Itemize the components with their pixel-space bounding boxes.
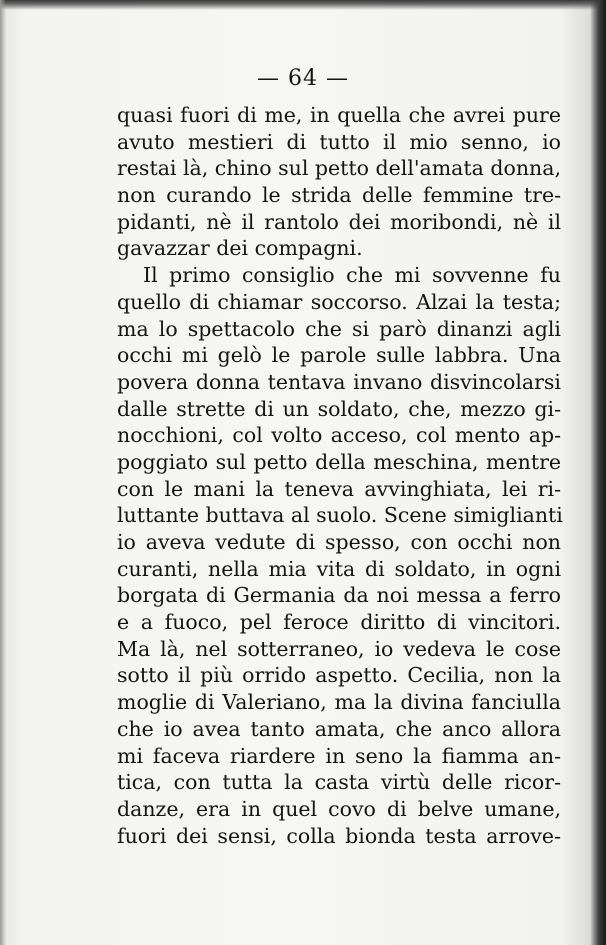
text-line: non curando le strida delle femmine tre- (117, 183, 561, 208)
page-left-shadow (0, 0, 6, 945)
text-line: nocchioni, col volto acceso, col mento ap- (117, 423, 561, 448)
text-line: dalle strette di un soldato, che, mezzo gi- (117, 396, 561, 421)
text-line: fuori dei sensi, colla bionda testa arrove- (117, 823, 561, 848)
text-line: Ma là, nel sotterraneo, io vedeva le cose (117, 636, 561, 661)
text-line: danze, era in quel covo di belve umane, (117, 796, 561, 821)
text-line: Il primo consiglio che mi sovvenne fu (143, 263, 561, 288)
page-number: — 64 — (257, 66, 349, 91)
page-top-shadow (0, 0, 606, 10)
text-line: quello di chiamar soccorso. Alzai la testa; (117, 289, 561, 314)
text-line: quasi fuori di me, in quella che avrei pure (117, 103, 561, 127)
text-line: mi faceva riardere in seno la fiamma an- (117, 743, 561, 768)
text-line: curanti, nella mia vita di soldato, in ogni (117, 556, 561, 581)
text-line: occhi mi gelò le parole sulle labbra. Una (117, 343, 561, 368)
text-line: gavazzar dei compagni. (117, 236, 363, 261)
text-line: borgata di Germania da noi messa a ferro (117, 583, 561, 608)
text-line: ma lo spettacolo che si parò dinanzi agli (117, 316, 561, 341)
text-line: tica, con tutta la casta virtù delle ricor- (117, 770, 561, 795)
body-text (117, 102, 561, 849)
text-line: luttante buttava al suolo. Scene simiglianti (117, 503, 563, 528)
text-line: restai là, chino sul petto dell'amata donna, (117, 156, 561, 181)
text-line: povera donna tentava invano disvincolarsi (117, 369, 561, 394)
text-line: sotto il più orrido aspetto. Cecilia, non la (117, 663, 561, 688)
text-line: con le mani la teneva avvinghiata, lei ri- (117, 476, 561, 501)
text-line: pidanti, nè il rantolo dei moribondi, nè il (117, 209, 561, 234)
text-line: avuto mestieri di tutto il mio senno, io (117, 129, 561, 154)
text-line: poggiato sul petto della meschina, mentre (117, 449, 561, 474)
text-line: moglie di Valeriano, ma la divina fanciulla (117, 690, 561, 715)
text-line: che io avea tanto amata, che anco allora (117, 716, 561, 741)
page-right-shadow (590, 0, 606, 945)
text-line: io aveva vedute di spesso, con occhi non (117, 530, 561, 554)
text-line: e a fuoco, pel feroce diritto di vincitori. (117, 610, 561, 635)
